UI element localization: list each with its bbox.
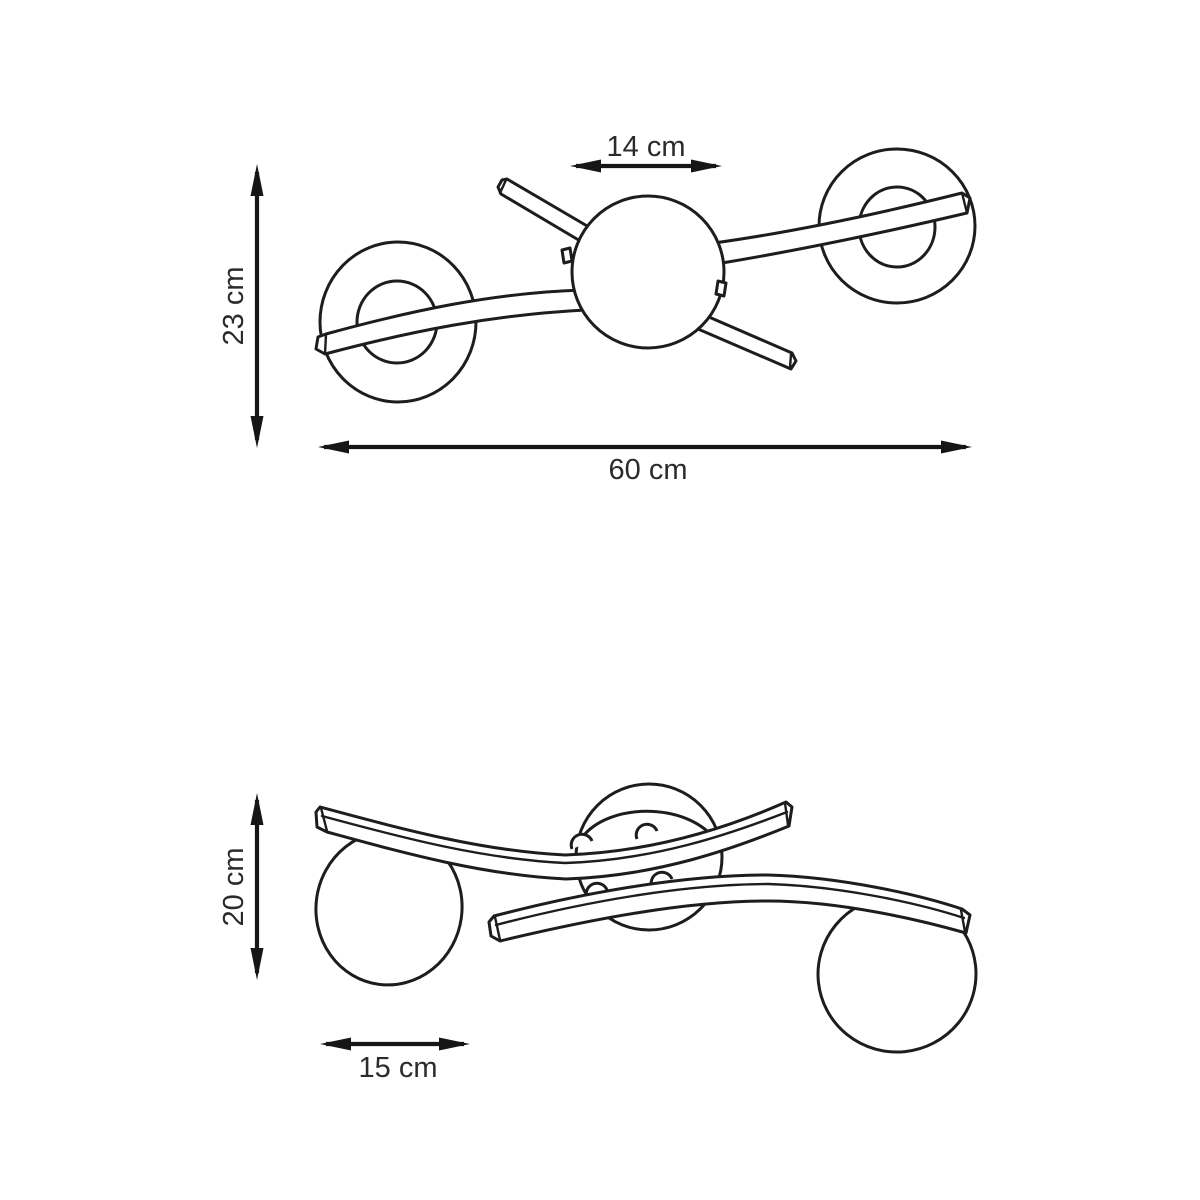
canopy-tab-left [562, 248, 572, 263]
dim-label-overall-height: 20 cm [218, 847, 250, 927]
side-view-drawing [251, 784, 984, 1060]
dim-arrow-overall-height [251, 793, 264, 980]
dim-label-overall-width: 60 cm [608, 454, 688, 486]
dim-arrow-shade-diameter [320, 1038, 470, 1051]
dim-arrow-overall-depth [251, 164, 264, 448]
dim-label-shade-diameter: 15 cm [358, 1052, 438, 1084]
top-view-drawing [251, 149, 976, 454]
dim-arrow-overall-width [318, 441, 972, 454]
canopy-disc [572, 196, 724, 348]
canopy-tab-right [716, 281, 726, 296]
rod-lower-right [698, 314, 796, 369]
dim-label-canopy-width: 14 cm [606, 131, 686, 163]
dim-label-overall-depth: 23 cm [218, 266, 250, 346]
rod-upper-left [498, 179, 594, 245]
